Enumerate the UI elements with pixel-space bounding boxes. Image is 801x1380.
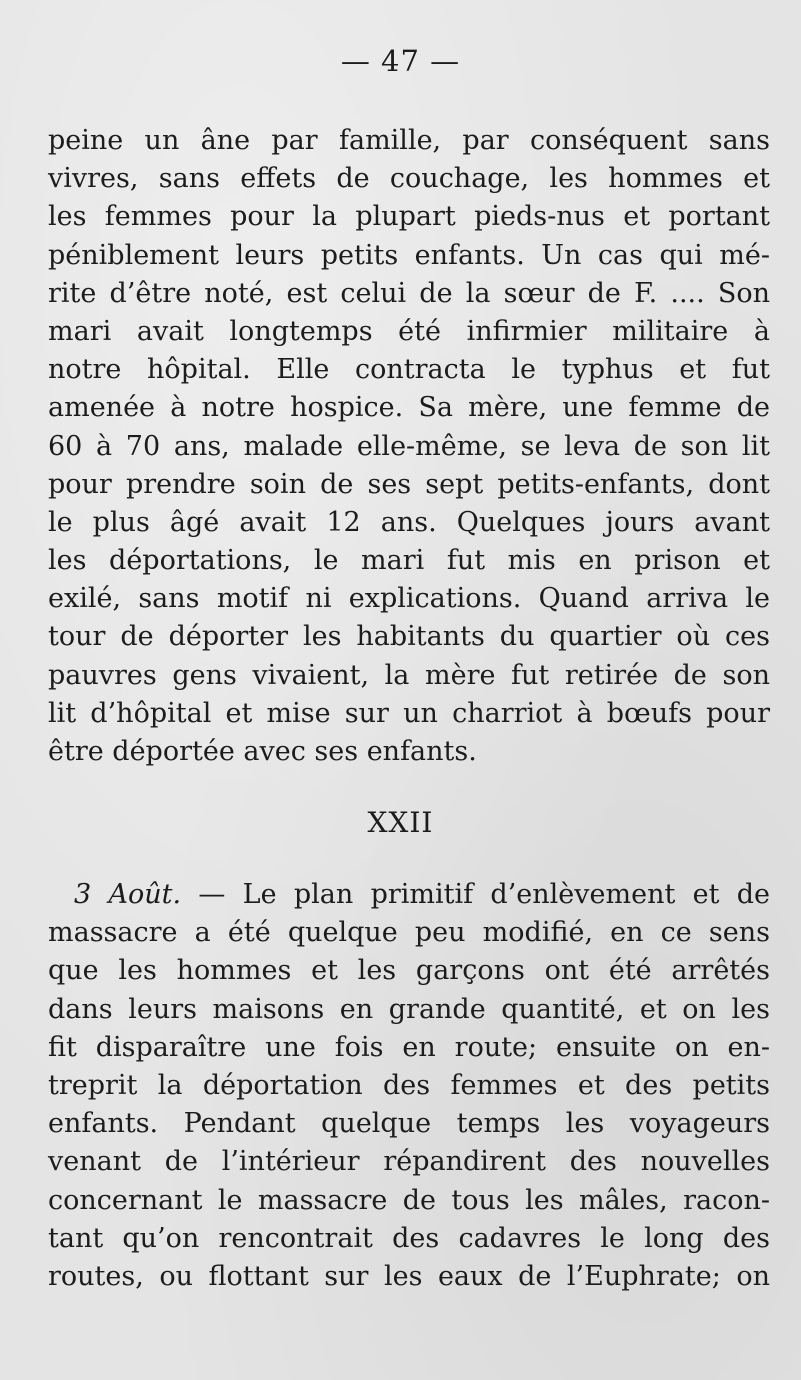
text-line: dans leurs maisons en grande quantité, et on les [48,993,770,1025]
text-line: exilé, sans motif ni explications. Quand arriva le [48,583,770,615]
page-number: — 47 — [340,44,461,78]
text-line: le plus âgé avait 12 ans. Quelques jours avant [48,506,770,538]
text-line: vivres, sans effets de couchage, les hommes et [48,163,770,195]
text-line: les femmes pour la plupart pieds-nus et portant [48,201,770,233]
text-line: que les hommes et les garçons ont été arrêtés [48,955,770,987]
text-line: tour de déporter les habitants du quartier où ces [48,621,770,653]
text-line: péniblement leurs petits enfants. Un cas qui mé- [48,239,770,271]
text-line: venant de l’intérieur répandirent des nouvelles [48,1146,770,1178]
text-line: concernant le massacre de tous les mâles, racon- [48,1184,770,1216]
text-line: enfants. Pendant quelque temps les voyageurs [48,1108,770,1140]
text-line: peine un âne par famille, par conséquent sans [48,125,770,156]
text-line: les déportations, le mari fut mis en prison et [48,545,770,577]
first-line-text: — Le plan primitif d’enlèvement et de [181,879,770,910]
text-line: amenée à notre hospice. Sa mère, une femme de [48,392,770,424]
text-line: être déportée avec ses enfants. [48,736,477,767]
text-line: treprit la déportation des femmes et des petits [48,1069,770,1101]
text-line: fit disparaître une fois en route; ensuite on en- [48,1031,770,1063]
text-line: pour prendre soin de ses sept petits-enfants, dont [48,468,770,500]
paragraph-2 [48,876,770,1296]
text-line: notre hôpital. Elle contracta le typhus et fut [48,354,770,386]
text-line: rite d’être noté, est celui de la sœur de F. .... Son [48,277,770,309]
text-line-first [48,876,770,914]
section-heading: XXII [367,806,434,839]
text-line: 60 à 70 ans, malade elle-même, se leva de son lit [48,430,770,462]
text-line: lit d’hôpital et mise sur un charriot à bœufs pour [48,697,770,729]
text-line: mari avait longtemps été infirmier militaire à [48,315,770,347]
paragraph-1 [48,122,770,771]
entry-date: 3 Août. [74,879,182,910]
text-line: tant qu’on rencontrait des cadavres le long des [48,1222,770,1254]
text-line: pauvres gens vivaient, la mère fut retirée de son [48,659,770,691]
text-line: routes, ou flottant sur les eaux de l’Euphrate; on [48,1260,770,1292]
text-line: massacre a été quelque peu modifié, en ce sens [48,917,770,949]
